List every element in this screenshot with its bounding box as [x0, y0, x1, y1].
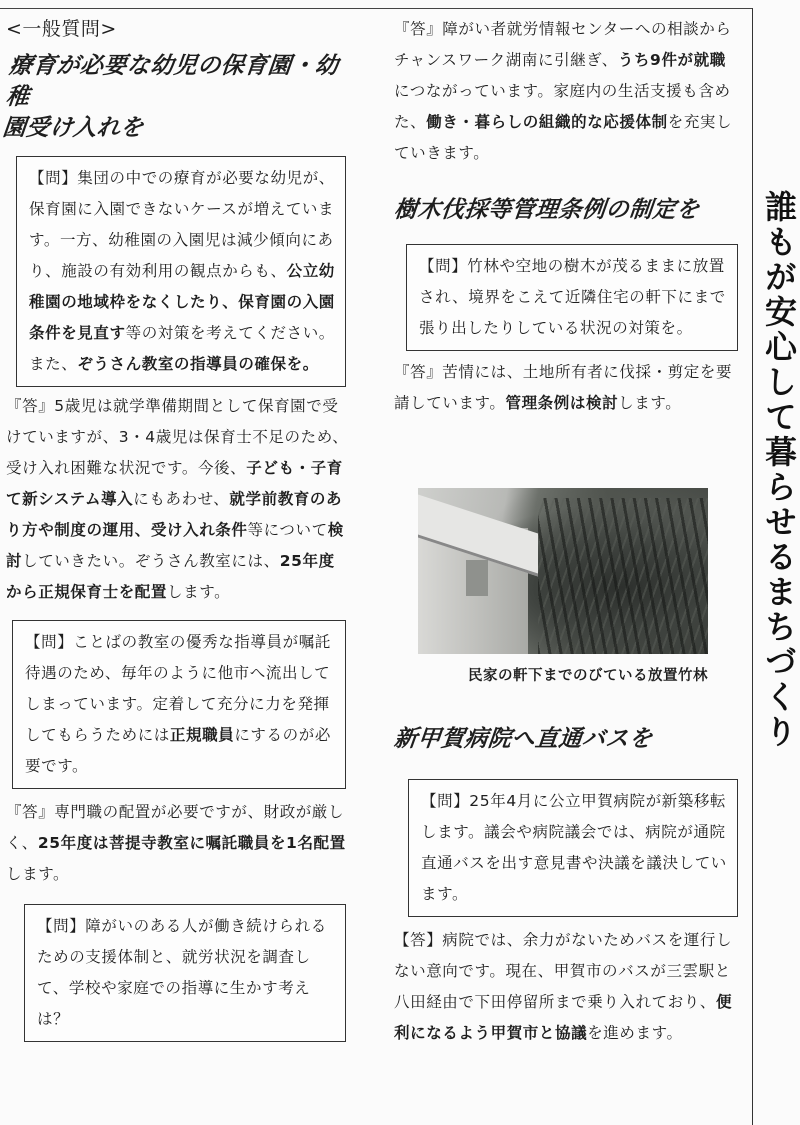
answer-bamboo: 『答』苦情には、土地所有者に伐採・剪定を要請しています。管理条例は検討します。	[394, 363, 733, 412]
question-box-hospital-bus: 【問】25年4月に公立甲賀病院が新築移転します。議会や病院議会では、病院が通院直通バスを出す意見書や決議を議決しています。	[408, 779, 738, 917]
heading-tree-ordinance: 樹木伐採等管理条例の制定を	[392, 197, 701, 223]
heading-nursery: 療育が必要な幼児の保育園・幼稚 園受け入れを	[1, 53, 340, 141]
bamboo-photo	[418, 488, 708, 654]
heading-hospital-bus: 新甲賀病院へ直通バスを	[392, 726, 654, 752]
left-column	[1, 14, 350, 1042]
vertical-title: 誰もが安心して暮らせるまちづくり	[760, 190, 798, 750]
answer-language-class: 『答』専門職の配置が必要ですが、財政が厳しく、25年度は菩提寺教室に嘱託職員を1名配置します。	[6, 803, 346, 883]
question-box-nursery: 【問】集団の中での療育が必要な幼児が、保育園に入園できないケースが増えています。一方、幼稚園の入園児は減少傾向にあり、施設の有効利用の観点からも、公立幼稚園の地域枠をなくしたり、保育園の入園条件を見直す等の対策を考えてください。また、ぞうさん教室の指導員の確保を。	[16, 156, 346, 387]
question-box-language-class: 【問】ことばの教室の優秀な指導員が嘱託待遇のため、毎年のように他市へ流出してしまっています。定着して充分に力を発揮してもらうためには正規職員にするのが必要です。	[12, 620, 346, 789]
middle-column-lower	[394, 724, 738, 1049]
section-label: <一般質問>	[6, 18, 117, 40]
question-box-disability-support: 【問】障がいのある人が働き続けられるための支援体制と、就労状況を調査して、学校や家庭での指導に生かす考えは？	[24, 904, 346, 1042]
answer-nursery: 『答』5歳児は就学準備期間として保育園で受けていますが、3・4歳児は保育士不足のため、受け入れ困難な状況です。今後、子ども・子育て新システム導入にもあわせ、就学前教育のあり方や制度の運用、受け入れ条件等について検討していきたい。ぞうさん教室には、25年度から正規保育士を配置します。	[6, 397, 349, 601]
photo-caption: 民家の軒下までのびている放置竹林	[468, 668, 708, 684]
answer-disability-support: 『答』障がい者就労情報センターへの相談からチャンスワーク湖南に引継ぎ、うち9件が就職につながっています。家庭内の生活支援も含めた、働き・暮らしの組織的な応援体制を充実していきます。	[394, 20, 733, 162]
middle-column	[394, 14, 738, 419]
question-box-bamboo: 【問】竹林や空地の樹木が茂るままに放置され、境界をこえて近隣住宅の軒下にまで張り出したりしている状況の対策を。	[406, 244, 738, 351]
answer-hospital-bus: 【答】病院では、余力がないためバスを運行しない意向です。現在、甲賀市のバスが三雲駅と八田経由で下田停留所まで乗り入れており、便利になるよう甲賀市と協議を進めます。	[394, 931, 733, 1042]
